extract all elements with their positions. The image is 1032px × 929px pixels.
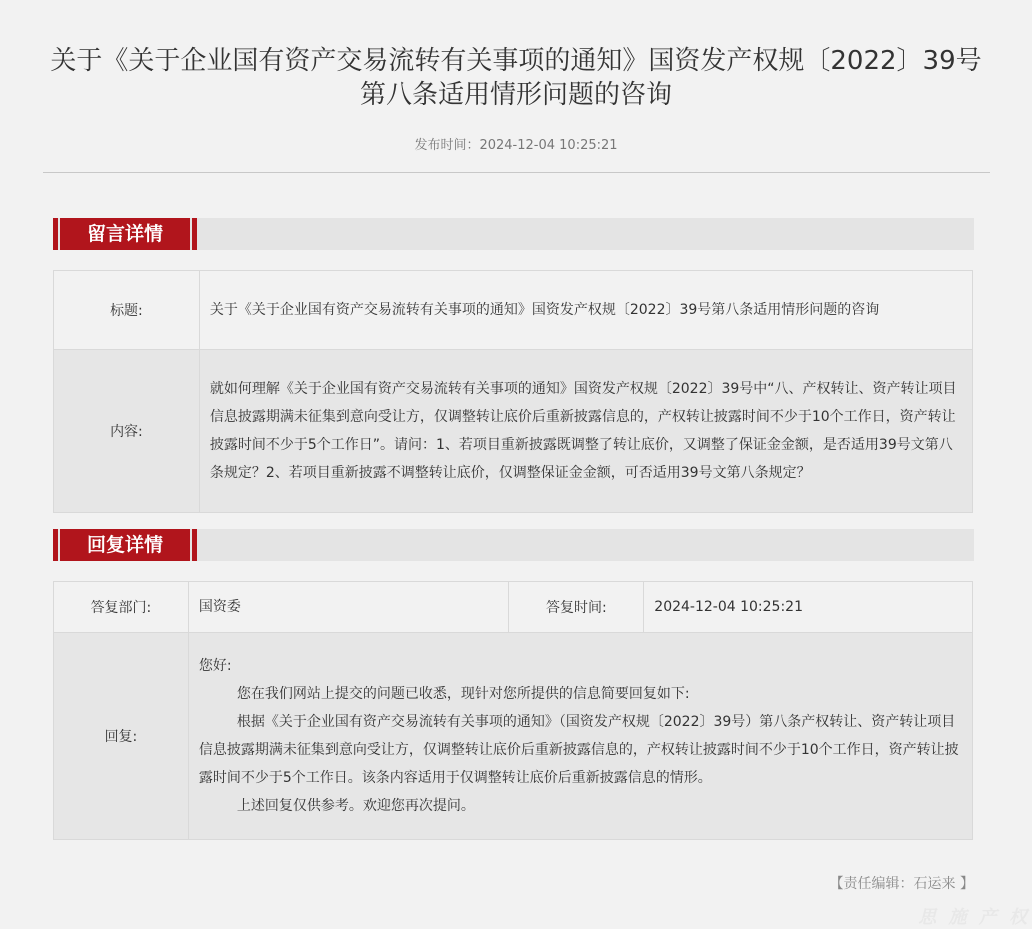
message-content-label: 内容: [54, 350, 200, 513]
reply-content [188, 633, 972, 840]
reply-paragraph-1: 您在我们网站上提交的问题已收悉，现针对您所提供的信息简要回复如下: [236, 686, 690, 702]
reply-dept-label: 答复部门: [54, 582, 189, 633]
page-title [40, 44, 992, 112]
title-line-2: 第八条适用情形问题的咨询 [359, 80, 672, 110]
reply-time-label: 答复时间: [509, 582, 644, 633]
message-title-row [54, 271, 973, 350]
message-title-value: 关于《关于企业国有资产交易流转有关事项的通知》国资发产权规〔2022〕39号第八条适用情形问题的咨询 [199, 271, 972, 350]
title-line-1: 关于《关于企业国有资产交易流转有关事项的通知》国资发产权规〔2022〕39号 [50, 46, 982, 76]
message-section-header [53, 218, 974, 250]
reply-meta-row [54, 582, 973, 633]
reply-greeting: 您好: [198, 658, 232, 674]
reply-section-header [53, 529, 974, 561]
reply-time-value: 2024-12-04 10:25:21 [644, 582, 973, 633]
reply-paragraph-3: 上述回复仅供参考。欢迎您再次提问。 [236, 798, 475, 814]
message-table [53, 270, 973, 513]
message-content-row [54, 350, 973, 513]
responsible-editor: 【责任编辑：石运来 】 [829, 876, 974, 892]
reply-label: 回复: [54, 633, 189, 840]
publish-time [0, 134, 1032, 153]
reply-content-row [54, 633, 973, 840]
publish-label: 发布时间： [414, 138, 480, 153]
publish-time-value: 2024-12-04 10:25:21 [479, 138, 618, 153]
reply-paragraph-2: 根据《关于企业国有资产交易流转有关事项的通知》（国资发产权规〔2022〕39号）第八条产权转让、资产转让项目信息披露期满未征集到意向受让方，仅调整转让底价后重新披露信息的，产权转让披露时间不少于10个工作日，资产转让披露时间不少于5个工作日。该条内容适用于仅调整转让底价后重新披露信息的情形。 [198, 714, 959, 786]
reply-table [53, 581, 973, 840]
message-title-label: 标题: [54, 271, 200, 350]
message-section-tab: 留言详情 [53, 218, 197, 250]
watermark: 思 施 产 权 [918, 907, 1030, 928]
reply-dept-value: 国资委 [188, 582, 509, 633]
message-content-value: 就如何理解《关于企业国有资产交易流转有关事项的通知》国资发产权规〔2022〕39号中“八、产权转让、资产转让项目信息披露期满未征集到意向受让方，仅调整转让底价后重新披露信息的，产权转让披露时间不少于10个工作日，资产转让披露时间不少于5个工作日”。请问：1、若项目重新披露既调整了转让底价，又调整了保证金金额，是否适用39号文第八条规定？2、若项目重新披露不调整转让底价，仅调整保证金金额，可否适用39号文第八条规定？ [199, 350, 972, 513]
reply-section-tab: 回复详情 [53, 529, 197, 561]
title-divider [43, 172, 990, 173]
